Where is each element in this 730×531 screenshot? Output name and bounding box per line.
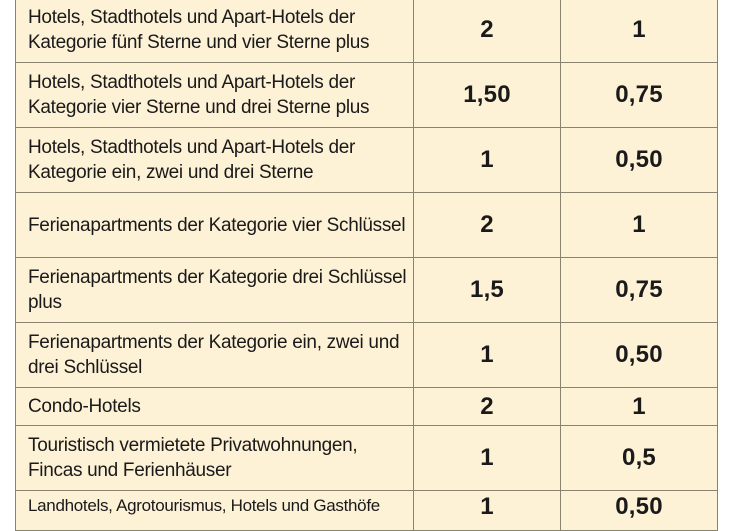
accommodation-type-cell: Ferienapartments der Kategorie drei Schlüssel plus (16, 258, 414, 323)
rate-cell-2: 0,75 (561, 258, 718, 323)
tourist-tax-table (15, 0, 718, 531)
rate-cell-2: 1 (561, 388, 718, 426)
rate-cell-1: 1,5 (414, 258, 561, 323)
accommodation-type-cell: Hotels, Stadthotels und Apart-Hotels der Kategorie fünf Sterne und vier Sterne plus (16, 0, 414, 63)
rate-cell-1: 1 (414, 426, 561, 491)
accommodation-type-cell: Hotels, Stadthotels und Apart-Hotels der Kategorie ein, zwei und drei Sterne (16, 128, 414, 193)
accommodation-type-cell: Hotels, Stadthotels und Apart-Hotels der Kategorie vier Sterne und drei Sterne plus (16, 63, 414, 128)
rate-cell-1: 2 (414, 0, 561, 63)
rate-cell-2: 0,5 (561, 426, 718, 491)
rate-cell-2: 0,50 (561, 491, 718, 531)
rate-cell-1: 1 (414, 491, 561, 531)
accommodation-type-cell: Condo-Hotels (16, 388, 414, 426)
table-row (16, 193, 718, 258)
table-row (16, 128, 718, 193)
accommodation-type-cell: Ferienapartments der Kategorie vier Schlüssel (16, 193, 414, 258)
rate-cell-1: 1 (414, 128, 561, 193)
table-row (16, 0, 718, 63)
rate-cell-2: 1 (561, 193, 718, 258)
rate-cell-2: 0,75 (561, 63, 718, 128)
table-row (16, 491, 718, 531)
accommodation-type-cell: Landhotels, Agrotourismus, Hotels und Gasthöfe (16, 491, 414, 531)
table-row (16, 388, 718, 426)
rate-cell-1: 1,50 (414, 63, 561, 128)
rate-cell-1: 2 (414, 193, 561, 258)
rate-cell-1: 1 (414, 323, 561, 388)
rate-cell-2: 1 (561, 0, 718, 63)
rate-cell-2: 0,50 (561, 323, 718, 388)
table-row (16, 426, 718, 491)
accommodation-type-cell: Ferienapartments der Kategorie ein, zwei und drei Schlüssel (16, 323, 414, 388)
rate-cell-1: 2 (414, 388, 561, 426)
accommodation-type-cell: Touristisch vermietete Privatwohnungen, Fincas und Ferienhäuser (16, 426, 414, 491)
table-row (16, 323, 718, 388)
rate-cell-2: 0,50 (561, 128, 718, 193)
table-row (16, 63, 718, 128)
table-row (16, 258, 718, 323)
